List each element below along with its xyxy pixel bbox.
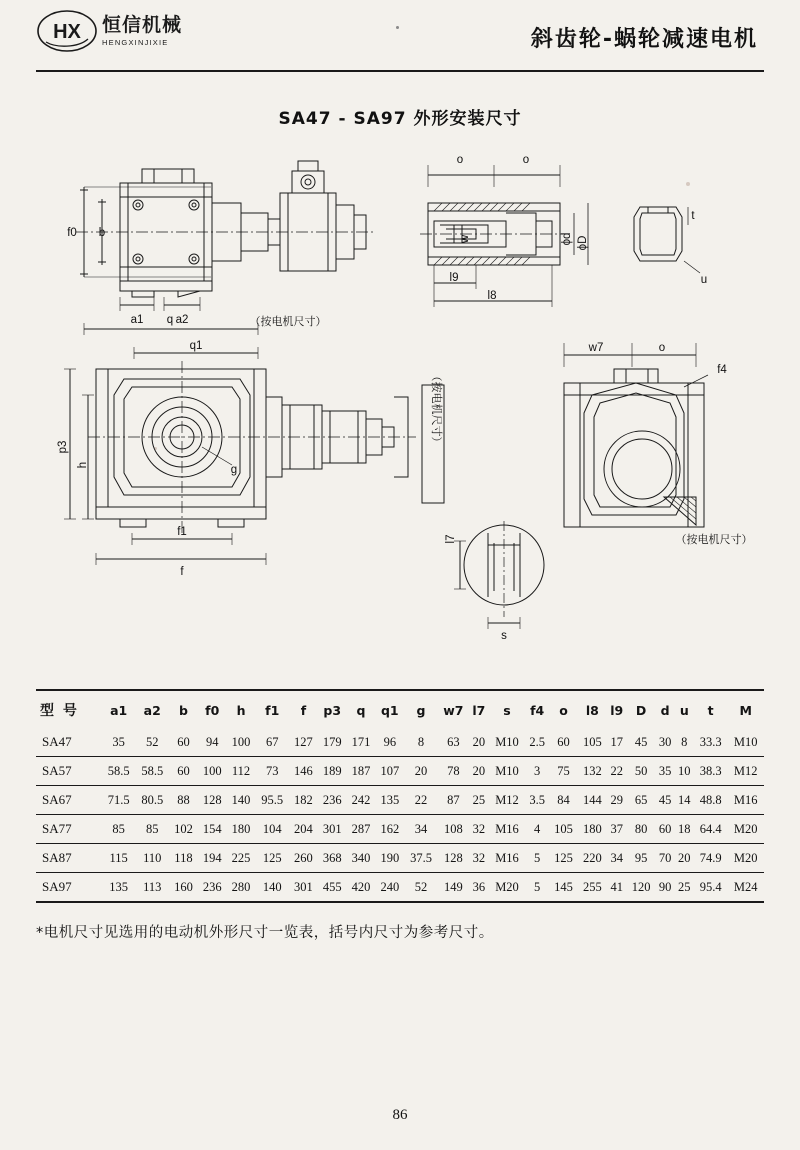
cell-l7: 36 — [472, 879, 486, 894]
col-header-d: d — [660, 702, 670, 718]
cell-f0: 100 — [202, 763, 222, 778]
table-row — [36, 873, 764, 902]
cell-t: 74.9 — [699, 850, 722, 865]
table-header-row — [36, 691, 764, 728]
col-header-p3: p3 — [323, 702, 342, 718]
cell-f: 127 — [294, 734, 313, 749]
col-header-a1: a1 — [110, 702, 128, 718]
dim-label-w7: w7 — [588, 342, 604, 354]
cell-f: 182 — [294, 792, 313, 807]
cell-t: 48.8 — [699, 792, 722, 807]
cell-f4: 4 — [534, 821, 541, 836]
cell-D: 50 — [634, 763, 648, 778]
logo-text-cn: 恒信机械 — [102, 13, 183, 36]
dim-label-o-2: o — [522, 154, 530, 166]
col-header-a2: a2 — [143, 702, 161, 718]
cell-l9: 34 — [610, 850, 623, 865]
col-header-w7: w7 — [443, 702, 464, 718]
dim-label-t: t — [691, 210, 695, 222]
cell-b: 88 — [177, 792, 190, 807]
col-header-f0: f0 — [205, 702, 220, 718]
cell-model: SA67 — [42, 792, 72, 807]
dim-label-b: b — [98, 227, 106, 239]
table-row — [36, 728, 764, 757]
cell-D: 45 — [634, 734, 648, 749]
cell-f0: 154 — [202, 821, 222, 836]
cell-l7: 25 — [472, 792, 486, 807]
cell-s: M16 — [495, 821, 519, 836]
cell-f4: 5 — [534, 879, 541, 894]
cell-l8: 220 — [582, 850, 602, 865]
cell-b: 60 — [177, 734, 190, 749]
dim-label-a1: a1 — [130, 314, 144, 326]
section-title: SA47 - SA97 外形安装尺寸 — [278, 109, 522, 129]
header-divider — [36, 70, 764, 72]
technical-drawing — [36, 147, 764, 677]
dim-label-phi-D: ϕD — [577, 235, 589, 251]
dim-label-l8: l8 — [487, 290, 497, 302]
cell-f: 260 — [294, 850, 313, 865]
drawing-canvas — [36, 147, 764, 677]
cell-l9: 41 — [610, 879, 623, 894]
table-row — [36, 844, 764, 873]
cell-model: SA77 — [42, 821, 72, 836]
cell-t: 64.4 — [699, 821, 722, 836]
cell-l7: 32 — [472, 821, 486, 836]
cell-l8: 144 — [582, 792, 602, 807]
col-header-s: s — [503, 702, 511, 718]
col-header-l9: l9 — [610, 702, 624, 718]
cell-D: 65 — [634, 792, 648, 807]
dim-label-l9: l9 — [449, 272, 459, 284]
table-body — [36, 728, 764, 901]
cell-q: 171 — [351, 734, 371, 749]
hx-logo-icon — [36, 8, 98, 54]
cell-o: 75 — [557, 763, 570, 778]
svg-text:HX: HX — [53, 21, 81, 43]
cell-w7: 87 — [447, 792, 460, 807]
cell-p3: 179 — [322, 734, 342, 749]
cell-t: 38.3 — [699, 763, 722, 778]
cell-M: M16 — [733, 792, 758, 807]
col-header-h: h — [236, 702, 246, 718]
cell-o: 60 — [557, 734, 570, 749]
cell-b: 118 — [174, 850, 193, 865]
cell-f: 204 — [294, 821, 313, 836]
cell-b: 102 — [174, 821, 193, 836]
col-header-l8: l8 — [585, 702, 599, 718]
cell-l7: 20 — [472, 734, 486, 749]
cell-a1: 135 — [109, 879, 129, 894]
dim-label-g: g — [230, 464, 238, 476]
col-header-u: u — [679, 702, 689, 718]
cell-f0: 236 — [202, 879, 222, 894]
cell-f4: 3.5 — [529, 792, 545, 807]
cell-d: 45 — [658, 792, 672, 807]
dimensions-table-wrap — [36, 689, 764, 903]
print-speck — [396, 26, 399, 29]
dim-label-w: w — [459, 234, 471, 244]
dim-label-l7: l7 — [445, 534, 457, 544]
cell-l8: 105 — [582, 734, 602, 749]
cell-h: 140 — [231, 792, 251, 807]
cell-a1: 115 — [109, 850, 128, 865]
col-header-model: 型 号 — [40, 703, 79, 719]
dim-label-u: u — [700, 274, 708, 286]
cell-l7: 20 — [472, 763, 486, 778]
dim-label-s: s — [501, 630, 507, 642]
cell-w7: 78 — [447, 763, 460, 778]
col-header-b: b — [178, 702, 188, 718]
cell-u: 14 — [678, 792, 691, 807]
cell-h: 180 — [231, 821, 251, 836]
cell-g: 8 — [417, 734, 425, 749]
cell-f4: 2.5 — [529, 734, 545, 749]
cell-a2: 80.5 — [141, 792, 164, 807]
cell-d: 35 — [658, 763, 672, 778]
cell-s: M16 — [495, 850, 519, 865]
dim-label-f4: f4 — [717, 364, 727, 376]
col-header-f4: f4 — [530, 702, 545, 718]
cell-s: M12 — [495, 792, 519, 807]
cell-a2: 110 — [143, 850, 162, 865]
cell-M: M10 — [733, 734, 758, 749]
dim-label-o-3: o — [658, 342, 666, 354]
cell-h: 225 — [231, 850, 251, 865]
cell-p3: 236 — [322, 792, 342, 807]
cell-d: 30 — [658, 734, 672, 749]
col-header-t: t — [707, 702, 714, 718]
cell-u: 18 — [678, 821, 691, 836]
cell-f4: 5 — [534, 850, 541, 865]
dim-label-f: f — [180, 566, 184, 578]
cell-a1: 85 — [112, 821, 125, 836]
cell-u: 20 — [678, 850, 691, 865]
cell-l9: 17 — [610, 734, 623, 749]
dim-label-a2: a2 — [175, 314, 189, 326]
table-bottom-rule — [36, 901, 764, 903]
cell-l8: 180 — [582, 821, 602, 836]
cell-h: 112 — [231, 763, 251, 778]
dim-label-f1: f1 — [177, 526, 187, 538]
cell-q1: 240 — [380, 879, 400, 894]
company-logo — [36, 0, 182, 54]
table-row — [36, 757, 764, 786]
cell-o: 125 — [554, 850, 573, 865]
motor-note-top: （按电机尺寸） — [249, 316, 327, 328]
cell-f0: 94 — [205, 734, 219, 749]
cell-g: 20 — [414, 763, 428, 778]
cell-t: 33.3 — [699, 734, 722, 749]
cell-a2: 113 — [143, 879, 162, 894]
dim-label-phi-d: ϕd — [561, 232, 573, 246]
table-row — [36, 815, 764, 844]
cell-l9: 22 — [610, 763, 623, 778]
cell-model: SA97 — [42, 879, 72, 894]
cell-h: 280 — [231, 879, 251, 894]
cell-f1: 140 — [262, 879, 282, 894]
dim-label-h: h — [77, 461, 89, 469]
cell-p3: 301 — [322, 821, 342, 836]
cell-D: 120 — [631, 879, 651, 894]
cell-f: 301 — [294, 879, 313, 894]
cell-o: 84 — [557, 792, 570, 807]
page-number: 86 — [392, 1107, 408, 1123]
cell-l8: 132 — [582, 763, 602, 778]
cell-l7: 32 — [472, 850, 486, 865]
cell-b: 60 — [177, 763, 190, 778]
cell-d: 90 — [658, 879, 672, 894]
cell-f1: 125 — [262, 850, 282, 865]
cell-p3: 189 — [322, 763, 342, 778]
cell-f1: 104 — [262, 821, 282, 836]
col-header-l7: l7 — [472, 702, 486, 718]
col-header-q: q — [356, 702, 366, 718]
cell-s: M20 — [495, 879, 519, 894]
cell-q1: 135 — [380, 792, 400, 807]
footnote: *电机尺寸见选用的电动机外形尺寸一览表，括号内尺寸为参考尺寸。 — [36, 925, 494, 941]
col-header-g: g — [416, 702, 426, 718]
cell-f1: 67 — [265, 734, 279, 749]
col-header-q1: q1 — [380, 702, 399, 718]
cell-M: M20 — [733, 821, 758, 836]
cell-s: M10 — [495, 734, 519, 749]
cell-D: 95 — [634, 850, 648, 865]
cell-g: 52 — [414, 879, 428, 894]
motor-note-middle: （按电机尺寸） — [430, 370, 442, 448]
cell-o: 105 — [554, 821, 573, 836]
cell-t: 95.4 — [699, 879, 722, 894]
header-title: 斜齿轮-蜗轮减速电机 — [530, 27, 758, 52]
cell-w7: 108 — [443, 821, 463, 836]
cell-q: 242 — [351, 792, 371, 807]
cell-w7: 149 — [443, 879, 463, 894]
cell-f4: 3 — [534, 763, 541, 778]
cell-M: M20 — [733, 850, 758, 865]
cell-l9: 29 — [610, 792, 623, 807]
cell-q: 420 — [351, 879, 371, 894]
dim-label-q-main: q — [166, 314, 174, 326]
cell-d: 60 — [658, 821, 672, 836]
col-header-f1: f1 — [265, 702, 280, 718]
cell-g: 37.5 — [410, 850, 432, 865]
cell-u: 8 — [681, 734, 688, 749]
col-header-o: o — [559, 702, 568, 718]
dimensions-table — [36, 691, 764, 901]
cell-f1: 95.5 — [261, 792, 284, 807]
dim-label-f0: f0 — [67, 227, 77, 239]
cell-u: 25 — [678, 879, 691, 894]
table-row — [36, 786, 764, 815]
cell-f: 146 — [294, 763, 313, 778]
cell-g: 34 — [414, 821, 428, 836]
cell-model: SA47 — [42, 734, 72, 749]
cell-g: 22 — [414, 792, 428, 807]
cell-q1: 107 — [380, 763, 400, 778]
col-header-M: M — [739, 702, 752, 718]
dim-label-q1: q1 — [189, 340, 203, 352]
cell-h: 100 — [231, 734, 251, 749]
cell-p3: 455 — [322, 879, 342, 894]
col-header-D: D — [635, 702, 647, 718]
cell-q: 187 — [351, 763, 371, 778]
cell-w7: 128 — [443, 850, 463, 865]
cell-p3: 368 — [322, 850, 342, 865]
table-header — [36, 691, 764, 728]
cell-w7: 63 — [447, 734, 460, 749]
cell-model: SA87 — [42, 850, 72, 865]
cell-M: M12 — [733, 763, 758, 778]
cell-a2: 58.5 — [141, 763, 164, 778]
cell-M: M24 — [733, 879, 758, 894]
logo-text-en: HENGXINJIXIE — [102, 37, 169, 47]
cell-a2: 85 — [146, 821, 159, 836]
col-header-f: f — [300, 702, 307, 718]
dim-label-p3: p3 — [57, 440, 69, 454]
cell-model: SA57 — [42, 763, 72, 778]
cell-q: 340 — [351, 850, 371, 865]
cell-u: 10 — [678, 763, 691, 778]
cell-q: 287 — [351, 821, 371, 836]
dim-label-o-1: o — [456, 154, 464, 166]
cell-d: 70 — [658, 850, 672, 865]
cell-l9: 37 — [610, 821, 623, 836]
cell-a2: 52 — [146, 734, 159, 749]
cell-q1: 190 — [380, 850, 400, 865]
cell-s: M10 — [495, 763, 519, 778]
cell-D: 80 — [634, 821, 648, 836]
cell-f1: 73 — [265, 763, 279, 778]
cell-o: 145 — [554, 879, 573, 894]
cell-a1: 58.5 — [107, 763, 130, 778]
motor-note-right: （按电机尺寸） — [675, 534, 753, 546]
cell-q1: 96 — [383, 734, 397, 749]
cell-b: 160 — [174, 879, 193, 894]
cell-f0: 194 — [202, 850, 222, 865]
cell-a1: 71.5 — [107, 792, 130, 807]
cell-l8: 255 — [582, 879, 602, 894]
cell-q1: 162 — [380, 821, 400, 836]
page-header — [36, 0, 764, 72]
cell-a1: 35 — [112, 734, 125, 749]
cell-f0: 128 — [202, 792, 222, 807]
